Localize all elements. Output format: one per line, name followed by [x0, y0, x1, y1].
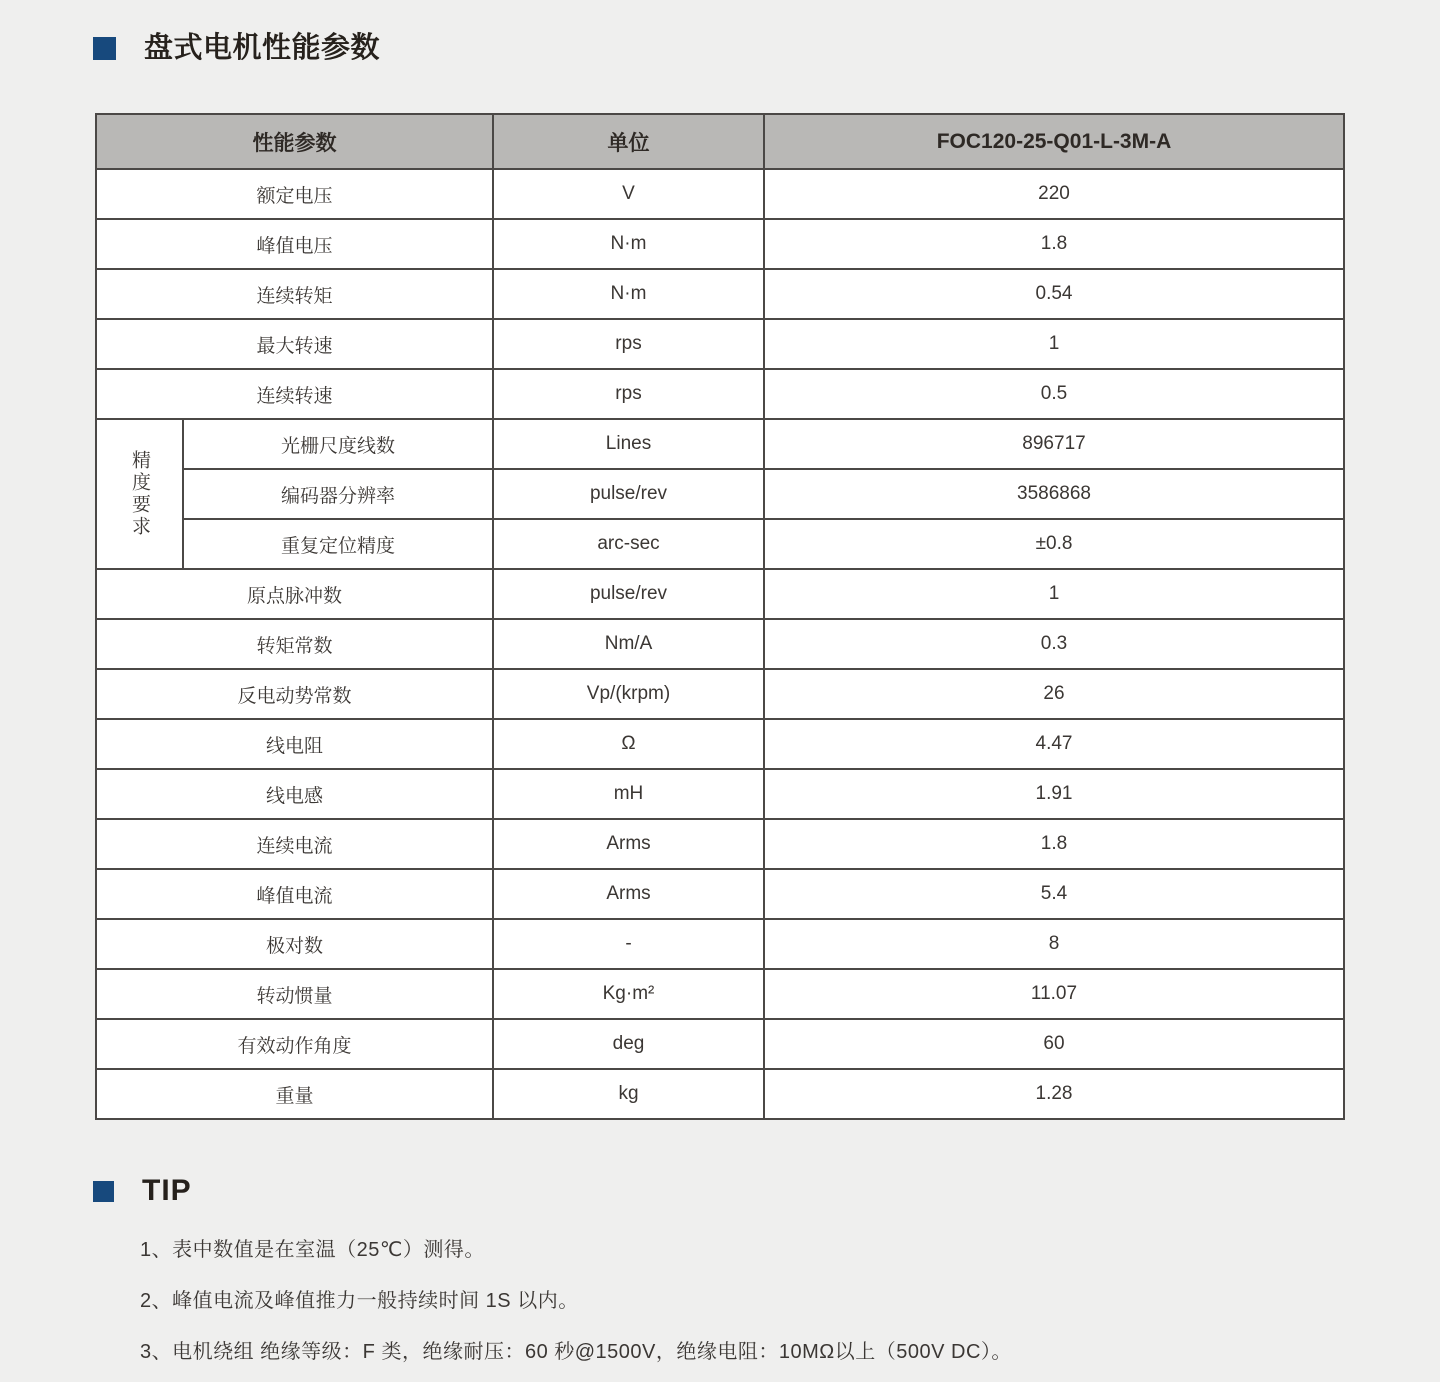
value-cell: 896717 [764, 419, 1344, 469]
param-label-cell: 重复定位精度 [183, 519, 493, 569]
unit-cell: rps [493, 319, 764, 369]
header-model: FOC120-25-Q01-L-3M-A [764, 114, 1344, 169]
spec-table-body [96, 169, 1344, 1119]
unit-cell: arc-sec [493, 519, 764, 569]
param-label-cell: 连续转速 [96, 369, 493, 419]
value-cell: 5.4 [764, 869, 1344, 919]
table-row [96, 719, 1344, 769]
header-param: 性能参数 [96, 114, 493, 169]
value-cell: 26 [764, 669, 1344, 719]
unit-cell: kg [493, 1069, 764, 1119]
unit-cell: Arms [493, 819, 764, 869]
param-label-cell: 连续电流 [96, 819, 493, 869]
param-label-cell: 连续转矩 [96, 269, 493, 319]
unit-cell: - [493, 919, 764, 969]
unit-cell: mH [493, 769, 764, 819]
unit-cell: N·m [493, 269, 764, 319]
group-label-cell: 精度要求 [96, 419, 183, 569]
value-cell: 1 [764, 569, 1344, 619]
table-row [96, 769, 1344, 819]
table-row [96, 669, 1344, 719]
tip-list [140, 1222, 1012, 1375]
tip-item: 3、电机绕组 绝缘等级：F 类，绝缘耐压：60 秒@1500V，绝缘电阻：10MΩ以上（500V DC）。 [140, 1341, 1012, 1363]
value-cell: 3586868 [764, 469, 1344, 519]
unit-cell: rps [493, 369, 764, 419]
param-label-cell: 反电动势常数 [96, 669, 493, 719]
unit-cell: pulse/rev [493, 569, 764, 619]
value-cell: 0.54 [764, 269, 1344, 319]
param-label-cell: 额定电压 [96, 169, 493, 219]
param-label-cell: 原点脉冲数 [96, 569, 493, 619]
motor-spec-table [95, 113, 1345, 1120]
table-row [96, 869, 1344, 919]
table-row [96, 219, 1344, 269]
value-cell: 4.47 [764, 719, 1344, 769]
param-label-cell: 转矩常数 [96, 619, 493, 669]
table-row [96, 569, 1344, 619]
value-cell: 1.8 [764, 819, 1344, 869]
param-label-cell: 极对数 [96, 919, 493, 969]
unit-cell: Vp/(krpm) [493, 669, 764, 719]
value-cell: 60 [764, 1019, 1344, 1069]
table-row [96, 319, 1344, 369]
table-row [96, 369, 1344, 419]
table-row [96, 269, 1344, 319]
table-row [96, 1019, 1344, 1069]
value-cell: 11.07 [764, 969, 1344, 1019]
param-label-cell: 线电感 [96, 769, 493, 819]
unit-cell: deg [493, 1019, 764, 1069]
section-bullet-icon [93, 37, 116, 60]
motor-section-header [93, 34, 380, 63]
param-label-cell: 最大转速 [96, 319, 493, 369]
value-cell: 1.28 [764, 1069, 1344, 1119]
value-cell: 8 [764, 919, 1344, 969]
value-cell: 0.3 [764, 619, 1344, 669]
tip-title: TIP [142, 1174, 192, 1207]
table-row [96, 619, 1344, 669]
unit-cell: Kg·m² [493, 969, 764, 1019]
table-row [96, 919, 1344, 969]
table-row [96, 1069, 1344, 1119]
value-cell: ±0.8 [764, 519, 1344, 569]
param-label-cell: 有效动作角度 [96, 1019, 493, 1069]
param-label-cell: 重量 [96, 1069, 493, 1119]
header-unit: 单位 [493, 114, 764, 169]
value-cell: 220 [764, 169, 1344, 219]
table-row [96, 469, 1344, 519]
section-bullet-icon [93, 1181, 114, 1202]
unit-cell: Arms [493, 869, 764, 919]
spec-table-head [96, 114, 1344, 169]
table-row [96, 969, 1344, 1019]
unit-cell: V [493, 169, 764, 219]
tip-section-header [93, 1176, 192, 1206]
unit-cell: N·m [493, 219, 764, 269]
unit-cell: pulse/rev [493, 469, 764, 519]
tip-item: 2、峰值电流及峰值推力一般持续时间 1S 以内。 [140, 1290, 579, 1312]
value-cell: 0.5 [764, 369, 1344, 419]
unit-cell: Lines [493, 419, 764, 469]
table-header-row [96, 114, 1344, 169]
param-label-cell: 峰值电流 [96, 869, 493, 919]
page-title: 盘式电机性能参数 [144, 32, 381, 64]
unit-cell: Ω [493, 719, 764, 769]
value-cell: 1.8 [764, 219, 1344, 269]
param-label-cell: 转动惯量 [96, 969, 493, 1019]
param-label-cell: 峰值电压 [96, 219, 493, 269]
param-label-cell: 线电阻 [96, 719, 493, 769]
unit-cell: Nm/A [493, 619, 764, 669]
table-row [96, 419, 1344, 469]
value-cell: 1.91 [764, 769, 1344, 819]
param-label-cell: 光栅尺度线数 [183, 419, 493, 469]
table-row [96, 519, 1344, 569]
table-row [96, 819, 1344, 869]
param-label-cell: 编码器分辨率 [183, 469, 493, 519]
tip-item: 1、表中数值是在室温（25℃）测得。 [140, 1239, 485, 1261]
value-cell: 1 [764, 319, 1344, 369]
table-row [96, 169, 1344, 219]
